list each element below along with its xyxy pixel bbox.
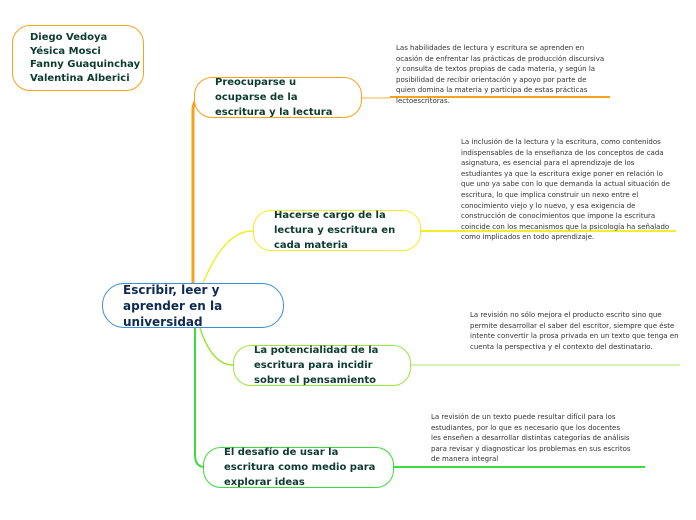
author-name: Yésica Mosci xyxy=(30,45,101,57)
branch-note-2: La inclusión de la lectura y la escritura, como contenidos indispensables de la enseñanza de los conceptos de cada asignatura, es esencial para el aprendizaje de los estudiantes ya que la escritura exige poner en relación lo que uno ya sabe con lo que demanda la actual situación de escritura, lo que implica construir un nexo entre el conocimiento viejo y lo nuevo, y esa exigencia de construcción de conocimientos que impone la escritura coincide con los mecanismos que la psicología ha señalado como implicados en todo aprendizaje. xyxy=(461,138,671,242)
branch-note-1: Las habilidades de lectura y escritura se aprenden en ocasión de enfrentar las prácticas de producción discursiva y consulta de textos propias de cada materia, y según la posibilidad de recibir orientación y apoyo por parte de quien domina la materia y participa de estas prácticas lectoescritoras. xyxy=(396,44,605,105)
central-topic[interactable] xyxy=(102,283,284,328)
branch-note-3: La revisión no sólo mejora el producto escrito sino que permite desarrollar el saber del escritor, siempre que éste intente convertir la prosa privada en un texto que tenga en cuenta la perspectiva y el contexto del destinatario. xyxy=(470,311,679,351)
connector-3 xyxy=(200,328,233,365)
connector-4 xyxy=(195,328,205,467)
branch-1[interactable] xyxy=(194,77,362,118)
connector-2 xyxy=(203,231,253,283)
branch-3[interactable] xyxy=(233,345,411,386)
author-name: Diego Vedoya xyxy=(30,32,108,43)
branch-label: Hacerse cargo de la lectura y escritura en cada materia xyxy=(274,210,396,251)
central-topic-label: Escribir, leer y aprender en la universidad xyxy=(123,282,223,329)
branch-4[interactable] xyxy=(203,447,394,488)
authors-box xyxy=(12,25,144,91)
branch-note-4: La revisión de un texto puede resultar difícil para los estudiantes, por lo que es necesario que los docentes les enseñen a desarrollar distintas categorías de análisis para revisar y diagnosticar los problemas en sus escritos de manera integral xyxy=(431,413,631,464)
branch-2[interactable] xyxy=(253,210,421,251)
author-name: Valentina Alberici xyxy=(30,72,130,84)
branch-label: Preocuparse u ocuparse de la escritura y la lectura xyxy=(215,77,333,118)
author-name: Fanny Guaquinchay xyxy=(30,59,141,70)
branch-label: La potencialidad de la escritura para incidir sobre el pensamiento xyxy=(254,345,379,386)
connector-1 xyxy=(193,98,205,285)
branch-label: El desafío de usar la escritura como medio para explorar ideas xyxy=(224,447,376,488)
